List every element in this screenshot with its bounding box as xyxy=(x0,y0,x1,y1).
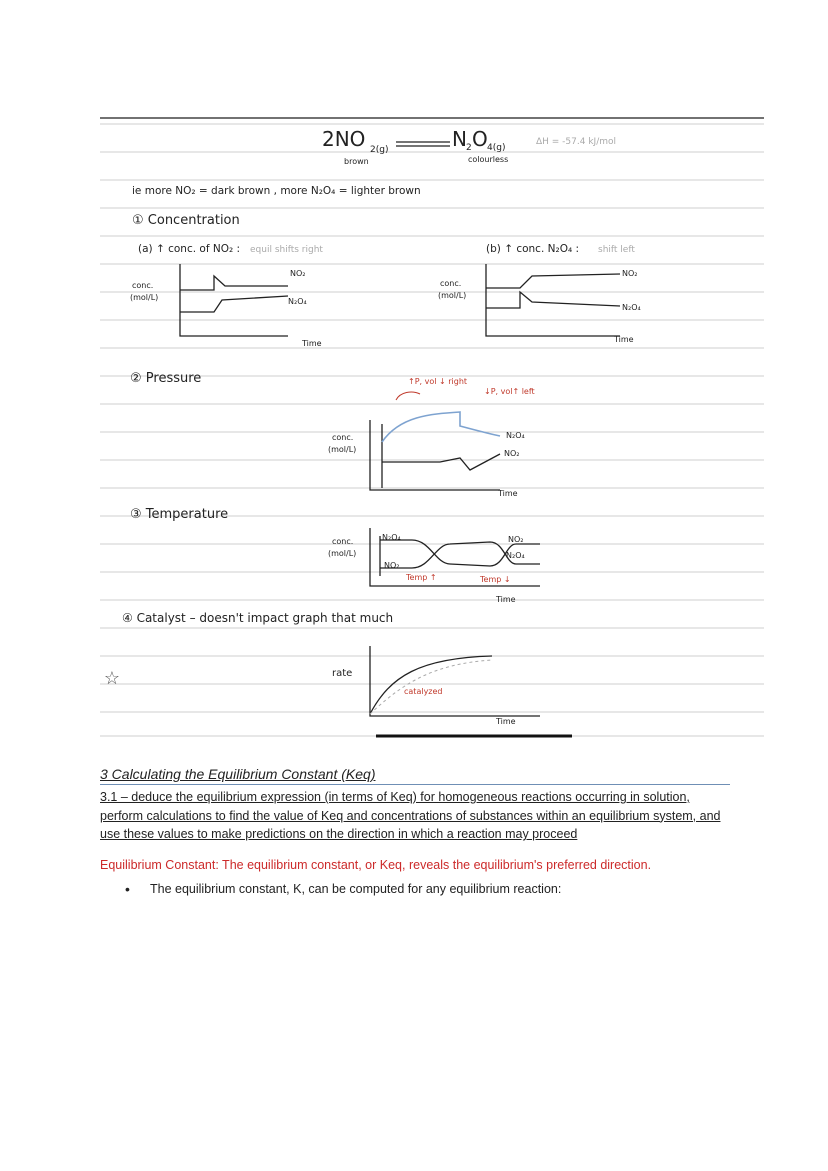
axis-conc-b: conc. xyxy=(440,279,462,288)
pressure-title: ② Pressure xyxy=(130,371,202,386)
eq-right: N xyxy=(452,127,467,151)
equilibrium-arrow-icon xyxy=(396,142,450,146)
definition-text: Equilibrium Constant: The equilibrium constant, or Keq, reveals the equilibrium's preferred direction. xyxy=(100,857,652,872)
axis-conc-a: conc. xyxy=(132,281,154,290)
pressure-up-arrow xyxy=(396,392,420,400)
conc-b-label: (b) ↑ conc. N₂O₄ : xyxy=(486,243,580,255)
eq-right-sub2: 4(g) xyxy=(487,143,506,153)
axis-conc-p: conc. xyxy=(332,433,354,442)
eq-right-color: colourless xyxy=(468,155,509,164)
axis-unit-t: (mol/L) xyxy=(328,549,357,558)
section-heading: 3 Calculating the Equilibrium Constant (Keq) xyxy=(100,766,730,785)
species-n2o4-t2: N₂O₄ xyxy=(506,551,525,560)
eq-dh: ΔH = -57.4 kJ/mol xyxy=(536,137,617,147)
temperature-title: ③ Temperature xyxy=(130,507,229,522)
intro-line: ie more NO₂ = dark brown , more N₂O₄ = lighter brown xyxy=(132,185,421,197)
catalyst-catalyzed: catalyzed xyxy=(404,687,443,696)
handwritten-notes xyxy=(100,116,764,740)
species-n2o4-b: N₂O₄ xyxy=(622,303,641,312)
species-n2o4-p: N₂O₄ xyxy=(506,431,525,440)
bullet-item: • The equilibrium constant, K, can be computed for any equilibrium reaction: xyxy=(100,882,730,896)
conc-a-note: equil shifts right xyxy=(250,245,323,255)
species-n2o4-t1: N₂O₄ xyxy=(382,533,401,542)
species-no2-p: NO₂ xyxy=(504,449,520,458)
axis-unit-a: (mol/L) xyxy=(130,293,159,302)
species-no2-a: NO₂ xyxy=(290,269,306,278)
axis-time-c: Time xyxy=(496,717,516,726)
axis-time-b: Time xyxy=(614,335,634,344)
axis-unit-p: (mol/L) xyxy=(328,445,357,454)
graph-pressure xyxy=(370,420,500,490)
star-outline-icon[interactable]: ☆ xyxy=(103,668,121,688)
species-no2-t2: NO₂ xyxy=(508,535,524,544)
axis-time-a: Time xyxy=(302,339,322,348)
pressure-up-note: ↑P, vol ↓ right xyxy=(408,377,468,386)
eq-left: 2NO xyxy=(322,127,366,151)
conc-b-note: shift left xyxy=(598,245,635,255)
eq-left-color: brown xyxy=(344,157,369,166)
spec-text: 3.1 – deduce the equilibrium expression (in terms of Keq) for homogeneous reactions occurring in solution, perform calculations to find the value of Keq and concentrations of substances within an equilibrium system, and use these values to make predictions on the direction in which a reaction may proceed xyxy=(100,790,721,841)
species-n2o4-a: N₂O₄ xyxy=(288,297,307,306)
axis-time-p: Time xyxy=(498,489,518,498)
document-body xyxy=(100,766,730,896)
eq-right-mid: O xyxy=(472,127,488,151)
catalyst-title: ④ Catalyst – doesn't impact graph that much xyxy=(122,611,394,625)
axis-conc-t: conc. xyxy=(332,537,354,546)
conc-a-label: (a) ↑ conc. of NO₂ : xyxy=(138,243,241,255)
species-no2-t1: NO₂ xyxy=(384,561,400,570)
axis-unit-b: (mol/L) xyxy=(438,291,467,300)
graph-conc-a xyxy=(180,264,288,336)
axis-time-t: Time xyxy=(496,595,516,604)
eq-right-sub1: 2 xyxy=(466,143,472,153)
pressure-blue-curve xyxy=(382,412,500,442)
eq-left-sub: 2(g) xyxy=(370,145,389,155)
catalyst-rate: rate xyxy=(332,668,353,679)
graph-conc-b xyxy=(486,264,620,336)
temp-up: Temp ↑ xyxy=(406,573,437,582)
species-no2-b: NO₂ xyxy=(622,269,638,278)
concentration-title: ① Concentration xyxy=(132,213,240,228)
temp-down: Temp ↓ xyxy=(480,575,511,584)
pressure-down-note: ↓P, vol↑ left xyxy=(484,387,535,396)
